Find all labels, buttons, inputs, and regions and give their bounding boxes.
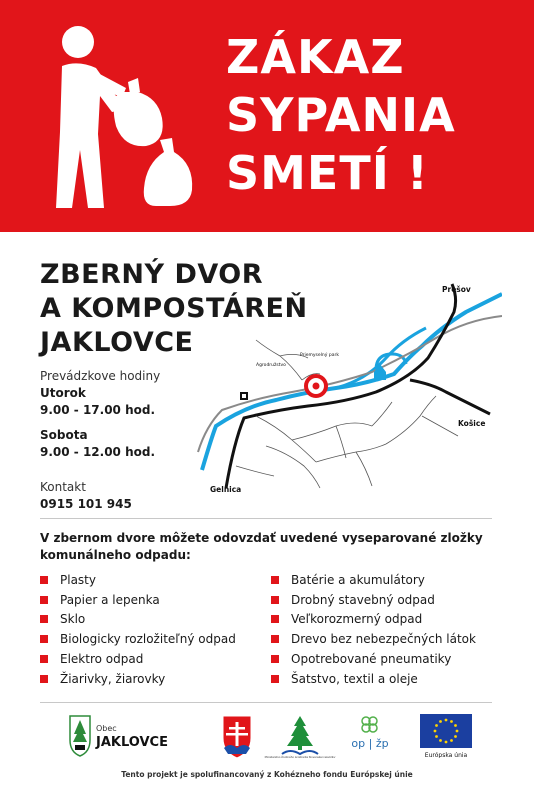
map-label-gelnica: Gelnica bbox=[210, 485, 242, 494]
map-label-agro: Agrodružstvo bbox=[256, 363, 286, 368]
waste-list-right bbox=[271, 570, 476, 689]
bullet-square-icon bbox=[271, 596, 279, 604]
list-item-label: Drobný stavebný odpad bbox=[291, 592, 435, 607]
warning-banner bbox=[0, 0, 534, 232]
hours-day: Utorok bbox=[40, 386, 86, 400]
bullet-square-icon bbox=[40, 675, 48, 683]
logo-obec-name: JAKLOVCE bbox=[96, 735, 168, 750]
banner-title bbox=[226, 28, 456, 202]
separation-intro: V zbernom dvore môžete odovzdať uvedené vyseparované zložky komunálneho odpadu: bbox=[40, 531, 483, 562]
waste-list-left bbox=[40, 570, 236, 689]
list-item-label: Šatstvo, textil a oleje bbox=[291, 671, 418, 686]
opening-info bbox=[40, 368, 160, 513]
list-item bbox=[40, 649, 236, 669]
list-item bbox=[271, 649, 476, 669]
facility-title-line: ZBERNÝ DVOR bbox=[40, 259, 264, 290]
bullet-square-icon bbox=[40, 576, 48, 584]
banner-title-line: SMETÍ ! bbox=[226, 146, 429, 200]
contact-phone: 0915 101 945 bbox=[40, 497, 132, 511]
logo-op-zp: op | žp bbox=[351, 737, 389, 750]
banner-title-line: ZÁKAZ bbox=[226, 30, 405, 84]
bullet-square-icon bbox=[40, 615, 48, 623]
hours-time: 9.00 - 17.00 hod. bbox=[40, 403, 156, 417]
footer-divider bbox=[40, 702, 492, 703]
list-item-label: Biologicky rozložiteľný odpad bbox=[60, 632, 236, 647]
list-item-label: Elektro odpad bbox=[60, 652, 144, 667]
partner-logos bbox=[40, 714, 500, 758]
list-item bbox=[271, 610, 476, 630]
bullet-square-icon bbox=[271, 655, 279, 663]
bullet-square-icon bbox=[40, 655, 48, 663]
slovak-coat-of-arms-icon bbox=[223, 716, 251, 758]
footer-note: Tento projekt je spolufinancovaný z Kohézneho fondu Európskej únie bbox=[121, 770, 413, 779]
jaklovce-coat-of-arms-icon bbox=[70, 716, 90, 756]
facility-title-line: JAKLOVCE bbox=[40, 327, 194, 358]
eu-flag-icon bbox=[420, 714, 472, 748]
list-item-label: Plasty bbox=[60, 572, 96, 587]
bullet-square-icon bbox=[271, 635, 279, 643]
bullet-square-icon bbox=[40, 596, 48, 604]
list-item bbox=[40, 669, 236, 689]
list-item bbox=[40, 610, 236, 630]
list-item-label: Žiarivky, žiarovky bbox=[60, 671, 166, 686]
banner-title-line: SYPANIA bbox=[226, 88, 456, 142]
bullet-square-icon bbox=[271, 576, 279, 584]
list-item-label: Batérie a akumulátory bbox=[291, 572, 425, 587]
person-dumping-trash-icon bbox=[42, 22, 202, 212]
location-map bbox=[196, 276, 502, 502]
list-item bbox=[271, 590, 476, 610]
list-item-label: Veľkorozmerný odpad bbox=[291, 612, 423, 627]
ministry-environment-logo-icon bbox=[282, 716, 318, 754]
map-label-kosice: Košice bbox=[458, 419, 486, 428]
hours-time: 9.00 - 12.00 hod. bbox=[40, 445, 156, 459]
list-item bbox=[271, 669, 476, 689]
list-item bbox=[271, 570, 476, 590]
logo-ministry: Ministerstvo životného prostredia Slovenskej republiky bbox=[264, 756, 336, 758]
logo-eu: Európska únia bbox=[424, 752, 468, 758]
list-item bbox=[271, 629, 476, 649]
hours-heading: Prevádzkove hodiny bbox=[40, 369, 161, 383]
list-item bbox=[40, 590, 236, 610]
map-label-park: Priemyselný park bbox=[300, 353, 339, 358]
bullet-square-icon bbox=[271, 675, 279, 683]
logo-obec-small: Obec bbox=[96, 724, 117, 733]
bullet-square-icon bbox=[40, 635, 48, 643]
list-item-label: Papier a lepenka bbox=[60, 592, 160, 607]
list-item-label: Opotrebované pneumatiky bbox=[291, 652, 452, 667]
list-item bbox=[40, 629, 236, 649]
list-item-label: Sklo bbox=[60, 612, 86, 627]
list-item-label: Drevo bez nebezpečných látok bbox=[291, 632, 476, 647]
contact-heading: Kontakt bbox=[40, 480, 86, 494]
op-zp-logo-icon bbox=[362, 717, 377, 732]
map-label-presov: Prešov bbox=[442, 285, 471, 294]
road-to-kosice bbox=[410, 380, 490, 414]
bullet-square-icon bbox=[271, 615, 279, 623]
hours-day: Sobota bbox=[40, 428, 88, 442]
facility-title-line: A KOMPOSTÁREŇ bbox=[40, 293, 308, 324]
section-divider bbox=[40, 518, 492, 519]
list-item bbox=[40, 570, 236, 590]
